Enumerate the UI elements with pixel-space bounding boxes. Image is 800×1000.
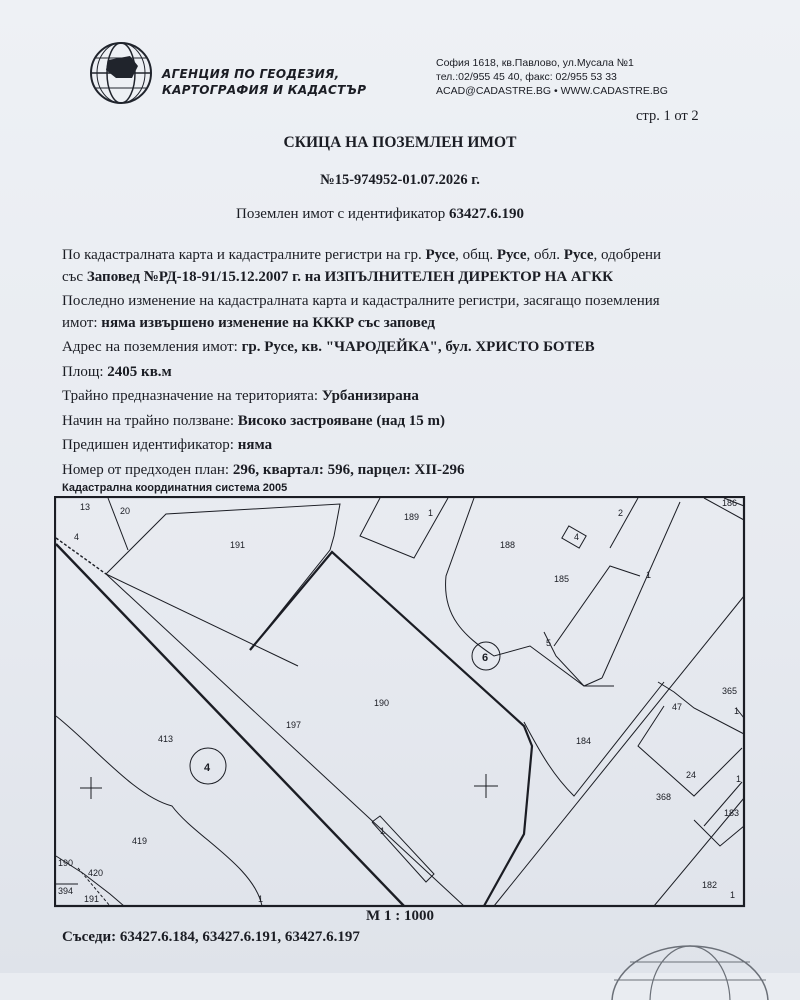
map-label: 20 <box>120 506 131 516</box>
map-label: 186 <box>722 498 738 508</box>
map-label: 13 <box>80 502 91 512</box>
text: , одобрени <box>593 247 662 263</box>
agency-name <box>162 66 366 98</box>
map-label: 24 <box>686 770 697 780</box>
map-label: 189 <box>404 512 420 522</box>
previous-id-value: няма <box>237 437 273 453</box>
map-label: 197 <box>286 720 302 730</box>
label: Начин на трайно ползване: <box>62 412 235 429</box>
map-label: 185 <box>554 574 570 584</box>
map-label: 368 <box>656 792 672 802</box>
identifier-value: 63427.6.190 <box>448 206 524 222</box>
label: Предишен идентификатор: <box>62 437 234 453</box>
neighbors-label: Съседи: <box>62 929 117 945</box>
neighbors-line <box>62 929 360 946</box>
agency-phone: тел.:02/955 45 40, факс: 02/955 53 33 <box>436 71 617 83</box>
previous-plan-value: 296, квартал: 596, парцел: ХІІ-296 <box>232 461 465 478</box>
detail-previous-plan <box>62 460 752 482</box>
agency-address: София 1618, кв.Павлово, ул.Мусала №1 <box>436 57 634 69</box>
text: със <box>62 268 84 285</box>
map-scale: М 1 : 1000 <box>366 908 434 924</box>
map-label: 4 <box>74 532 80 542</box>
cadastral-map <box>54 496 746 908</box>
label: Трайно предназначение на територията: <box>62 388 319 404</box>
area-value: 2405 кв.м <box>107 363 172 380</box>
map-label: 191 <box>84 894 100 904</box>
map-label: 4 <box>574 532 580 542</box>
region: Русе <box>563 247 594 263</box>
usage-value: Високо застрояване (над 15 m) <box>237 412 446 429</box>
map-label: 1 <box>736 774 742 784</box>
map-label: 183 <box>724 808 740 818</box>
last-change: няма извършено изменение на КККР със заповед <box>101 314 435 331</box>
order: Заповед №РД-18-91/15.12.2007 г. на ИЗПЪЛНИТЕЛЕН ДИРЕКТОР НА АГКК <box>86 268 614 285</box>
detail-purpose <box>62 386 752 408</box>
map-label: 1 <box>734 706 740 716</box>
text: По кадастралната карта и кадастралните регистри на гр. <box>62 247 422 263</box>
map-label: 191 <box>230 540 246 550</box>
document-number: №15-974952-01.07.2026 г. <box>320 172 480 188</box>
neighbors-value: 63427.6.184, 63427.6.191, 63427.6.197 <box>119 929 360 945</box>
map-label: 1 <box>428 508 434 518</box>
detail-usage <box>62 411 752 433</box>
globe-logo-icon <box>86 38 156 108</box>
detail-address <box>62 337 752 359</box>
detail-line-3: Последно изменение на кадастралната карта и кадастралните регистри, засягащо поземления <box>62 293 660 309</box>
map-label: 1 <box>730 890 736 900</box>
identifier-line <box>236 206 524 223</box>
page-number: стр. 1 от 2 <box>636 108 699 124</box>
map-label: 1 <box>258 894 264 904</box>
agency-line1: АГЕНЦИЯ ПО ГЕОДЕЗИЯ, <box>162 67 340 81</box>
map-label: 5 <box>546 638 552 648</box>
city: Русе <box>425 247 456 263</box>
agency-web: ACAD@CADASTRE.BG • WWW.CADASTRE.BG <box>436 85 668 97</box>
map-label: 365 <box>722 686 738 696</box>
map-label: 394 <box>58 886 74 896</box>
map-label: 1 <box>646 570 652 580</box>
map-label: 2 <box>618 508 624 518</box>
agency-line2: КАРТОГРАФИЯ И КАДАСТЪР <box>162 83 367 97</box>
map-label: 4 <box>204 762 211 774</box>
map-label: 182 <box>702 880 718 890</box>
map-label: 420 <box>88 868 104 878</box>
contacts <box>436 56 668 98</box>
purpose-value: Урбанизирана <box>321 388 419 404</box>
map-label: 419 <box>132 836 148 846</box>
detail-line-2 <box>62 267 752 289</box>
label: Номер от предходен план: <box>62 461 230 478</box>
map-label: 188 <box>500 540 516 550</box>
detail-line-4 <box>62 313 752 335</box>
map-label: 190 <box>58 858 74 868</box>
label: Площ: <box>62 363 104 380</box>
map-label: 47 <box>672 702 683 712</box>
municipality: Русе <box>496 247 527 263</box>
map-label: 184 <box>576 736 592 746</box>
map-label: 190 <box>374 698 390 708</box>
coordinate-system-label: Кадастрална координатния система 2005 <box>62 482 288 494</box>
map-label: 413 <box>158 734 174 744</box>
text: , общ. <box>455 247 494 263</box>
map-label: 6 <box>482 652 489 664</box>
document-title: СКИЦА НА ПОЗЕМЛЕН ИМОТ <box>283 134 517 151</box>
property-details <box>62 245 752 481</box>
map-label: 1 <box>380 826 386 836</box>
label: имот: <box>62 314 98 331</box>
detail-line-1 <box>62 245 752 267</box>
identifier-label: Поземлен имот с идентификатор <box>236 206 446 222</box>
text: , обл. <box>526 247 561 263</box>
detail-previous-id <box>62 435 752 457</box>
address-value: гр. Русе, кв. "ЧАРОДЕЙКА", бул. ХРИСТО БОТЕВ <box>241 339 595 355</box>
globe-watermark-icon <box>600 940 780 1000</box>
label: Адрес на поземления имот: <box>62 339 238 355</box>
detail-area <box>62 362 752 384</box>
